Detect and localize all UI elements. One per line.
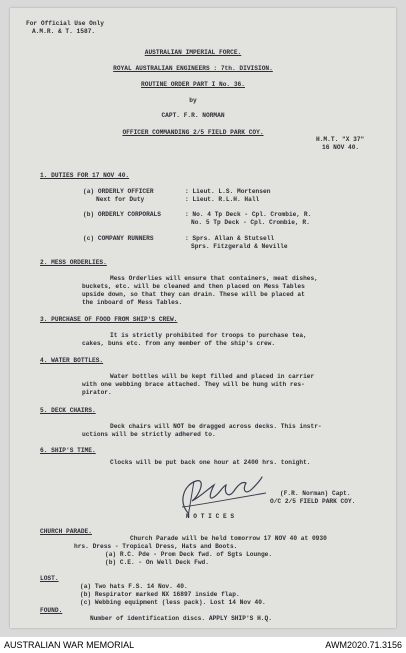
- orderly-officer-value: : Lieut. L.S. Mortensen: [185, 188, 271, 195]
- found-label: FOUND.: [40, 607, 63, 614]
- deck-chairs-heading: 5. DECK CHAIRS.: [40, 407, 96, 414]
- signature-name: (F.R. Norman) Capt.: [280, 490, 351, 497]
- archive-accession-number: AWM2020.71.3156: [325, 640, 402, 650]
- archive-name: AUSTRALIAN WAR MEMORIAL: [4, 640, 135, 650]
- notices-heading: N O T I C E S: [185, 513, 235, 520]
- deck-line-1: Deck chairs will NOT be dragged across decks. This instr-: [110, 423, 322, 430]
- ships-time-line: Clocks will be put back one hour at 2400 hrs. tonight.: [110, 459, 311, 466]
- lost-line-3: (c) Webbing equipment (less pack). Lost 14 Nov 40.: [80, 599, 266, 606]
- lost-line-1: (a) Two hats F.S. 14 Nov. 40.: [80, 583, 188, 590]
- archive-footer: [0, 637, 406, 653]
- ship-reference: H.M.T. "X 37": [316, 136, 365, 143]
- mess-orderlies-heading: 2. MESS ORDERLIES.: [40, 259, 107, 266]
- order-title: ROUTINE ORDER PART I No. 36.: [141, 81, 245, 88]
- orderly-officer-label: (a) ORDERLY OFFICER: [83, 188, 154, 195]
- officer-name: CAPT. F.R. NORMAN: [161, 112, 225, 119]
- deck-line-2: uctions will be strictly adhered to.: [82, 431, 216, 438]
- mess-line-1: Mess Orderlies will ensure that containers, meat dishes,: [110, 275, 318, 282]
- document-page: [10, 8, 396, 628]
- order-date: 16 NOV 40.: [322, 144, 360, 151]
- company-runners-value-2: Sprs. Fitzgerald & Neville: [191, 243, 288, 250]
- lost-label: LOST.: [40, 575, 59, 582]
- ships-time-heading: 6. SHIP'S TIME.: [40, 447, 96, 454]
- purchase-line-1: It is strictly prohibited for troops to purchase tea,: [110, 332, 307, 339]
- water-line-2: with one webbing brace attached. They will be hung with res-: [82, 381, 305, 388]
- mess-line-3: upside down, so that they can drain. These will be placed at: [82, 291, 305, 298]
- water-bottles-heading: 4. WATER BOTTLES.: [40, 357, 104, 364]
- found-line: Number of identification discs. APPLY SHIP'S H.Q.: [90, 615, 272, 622]
- next-for-duty-value: : Lieut. R.L.H. Hall: [185, 196, 260, 203]
- water-line-1: Water bottles will be kept filled and placed in carrier: [110, 373, 315, 380]
- orderly-corporals-value-2: No. 5 Tp Deck - Cpl. Crombie, R.: [191, 219, 310, 226]
- mess-line-2: buckets, etc. will be cleaned and then placed on Mess Tables: [82, 283, 305, 290]
- orderly-corporals-value-1: : No. 4 Tp Deck - Cpl. Crombie, R.: [185, 211, 312, 218]
- lost-line-2: (b) Respirator marked NX 16897 inside flap.: [80, 591, 240, 598]
- command-title: OFFICER COMMANDING 2/5 FIELD PARK COY.: [122, 129, 264, 136]
- next-for-duty-label: Next for Duty: [96, 196, 145, 203]
- by-label: by: [189, 97, 197, 104]
- church-line-3: (a) R.C. Pde - Prom Deck fwd. of Sgts Lounge.: [105, 551, 273, 558]
- church-parade-label: CHURCH PARADE.: [40, 528, 92, 535]
- official-use-label: For Official Use Only: [26, 20, 104, 27]
- purchase-line-2: cakes, buns etc. from any member of the ship's crew.: [82, 340, 276, 347]
- mess-line-4: the inboard of Mess Tables.: [82, 299, 183, 306]
- form-code: A.M.R. & T. 1587.: [32, 28, 96, 35]
- company-runners-value-1: : Sprs. Allan & Stutsell: [185, 235, 275, 242]
- unit-title: ROYAL AUSTRALIAN ENGINEERS : 7th. DIVISION.: [113, 65, 273, 72]
- purchase-food-heading: 3. PURCHASE OF FOOD FROM SHIP'S CREW.: [40, 316, 178, 323]
- church-line-1: Church Parade will be held tomorrow 17 NOV 40 at 0930: [130, 535, 327, 542]
- church-line-4: (b) C.E. - On Well Deck Fwd.: [105, 559, 209, 566]
- force-title: AUSTRALIAN IMPERIAL FORCE.: [144, 49, 242, 56]
- orderly-corporals-label: (b) ORDERLY CORPORALS: [83, 211, 161, 218]
- handwritten-signature: [170, 471, 270, 519]
- church-line-2: hrs. Dress - Tropical Dress, Hats and Boots.: [74, 543, 238, 550]
- duties-heading: 1. DUTIES FOR 17 NOV 40.: [40, 172, 130, 179]
- company-runners-label: (c) COMPANY RUNNERS: [83, 235, 154, 242]
- water-line-3: pirator.: [82, 389, 112, 396]
- signature-title: O/C 2/5 FIELD PARK COY.: [270, 498, 356, 505]
